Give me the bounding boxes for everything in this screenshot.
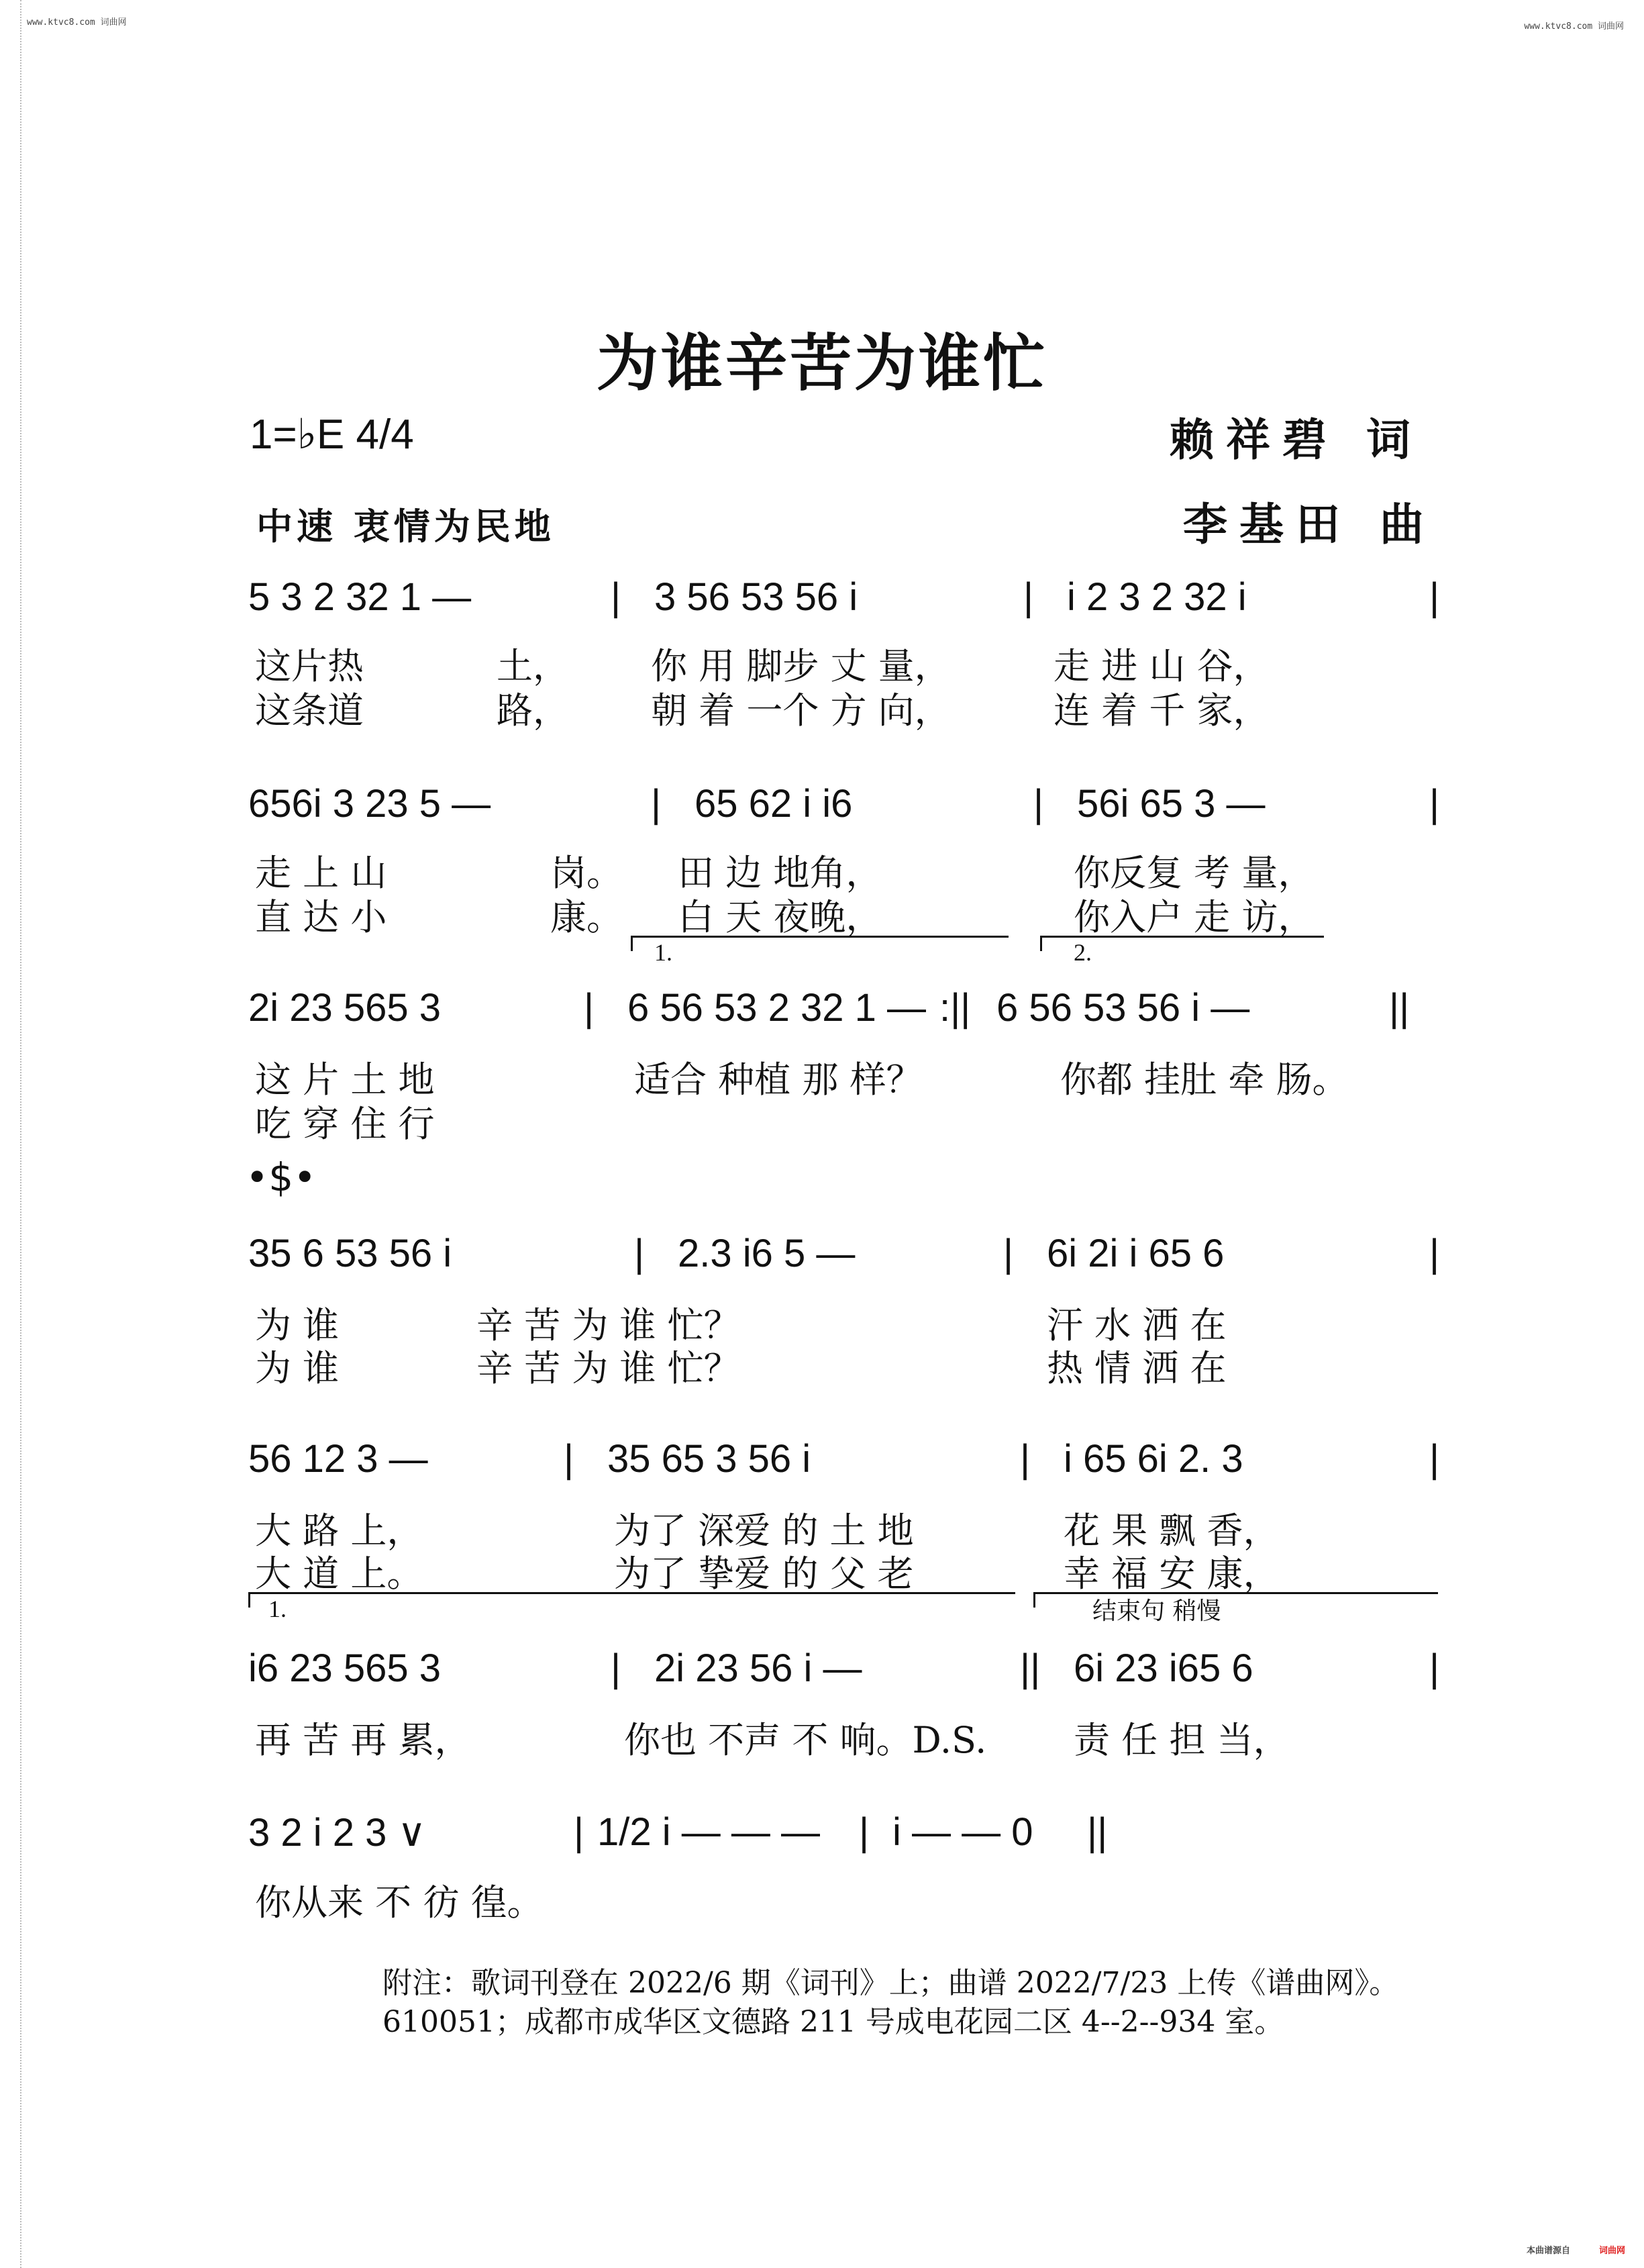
lyric-segment: 吃 穿 住 行 [255, 1103, 435, 1145]
measure: i6 23 565 3 [248, 1646, 442, 1690]
measure: i — — 0 [892, 1810, 1033, 1854]
lyric-segment: 幸 福 安 康， [1064, 1552, 1280, 1595]
watermark-top-right: www.ktvc8.com 词曲网 [1524, 21, 1624, 32]
lyric-segment: 这条道 [255, 689, 364, 732]
lyric-segment: 土， [497, 645, 569, 687]
double-barline: || [1020, 1646, 1041, 1690]
measure: 6i 2i i 65 6 [1047, 1232, 1225, 1275]
measure: 5 3 2 32 1 — [248, 575, 472, 619]
watermark-top-left: www.ktvc8.com 词曲网 [27, 17, 127, 28]
lyric-segment: 辛 苦 为 谁 忙？ [476, 1304, 740, 1346]
measure: 2i 23 56 i — [654, 1646, 862, 1690]
lyric-segment: 朝 着 一个 方 向， [651, 689, 951, 732]
lyric-row-verse-1 [248, 844, 1443, 894]
lyric-row-verse-2 [248, 1340, 1443, 1387]
lyric-segment: 再 苦 再 累， [255, 1719, 471, 1761]
lyric-segment: 这 片 土 地 [255, 1058, 435, 1101]
lyric-row-verse-2 [248, 1095, 1443, 1145]
lyric-row-verse-2 [248, 1545, 1443, 1595]
barline: | [1429, 575, 1440, 619]
lyric-segment: 大 道 上。 [255, 1552, 423, 1595]
composer-credit: 李基田 曲 [1183, 499, 1436, 550]
lyric-segment: 责 任 担 当， [1074, 1719, 1290, 1761]
lyric-row-verse-2 [248, 682, 1443, 732]
lyric-segment: 辛 苦 为 谁 忙？ [476, 1347, 740, 1389]
lyric-row-verse-1 [248, 1712, 1443, 1759]
barline: | [1023, 575, 1034, 619]
barline: | [1429, 782, 1440, 826]
measure: 3 56 53 56 i [654, 575, 858, 619]
lyric-row-verse-1 [248, 1874, 1443, 1924]
measure: 3 2 i 2 3 ∨ [248, 1811, 426, 1855]
song-title: 为谁辛苦为谁忙 [596, 328, 1047, 399]
first-ending-bracket [631, 936, 1009, 951]
barline: | [1429, 1232, 1440, 1275]
barline: | [1033, 782, 1044, 826]
barline: | [1003, 1232, 1014, 1275]
notation-row [248, 781, 1443, 842]
lyric-segment: 路， [497, 689, 569, 732]
lyric-segment: 直 达 小 [255, 896, 387, 938]
lyric-segment: 热 情 洒 在 [1047, 1347, 1227, 1389]
second-ending-label: 2. [1074, 939, 1092, 966]
site-logo: 词曲网 [1598, 2246, 1625, 2256]
repeat-end-barline: :|| [939, 986, 971, 1030]
lyric-segment: 岗。 [550, 852, 623, 894]
notation-row [248, 575, 1443, 635]
tempo-marking: 中速 衷情为民地 [256, 505, 555, 548]
lyric-segment: 为 谁 [255, 1304, 340, 1346]
lyric-row-verse-2 [248, 889, 1443, 936]
lyric-segment: 为 谁 [255, 1347, 340, 1389]
barline: | [611, 1646, 621, 1690]
key-and-time-signature: 1=♭E 4/4 [250, 411, 414, 458]
measure: i 65 6i 2. 3 [1064, 1437, 1243, 1481]
source-label: 本曲谱源自 [1526, 2246, 1570, 2256]
lyric-segment: 你也 不声 不 响。D.S. [624, 1719, 987, 1761]
barline: | [564, 1437, 574, 1481]
final-barline: || [1087, 1810, 1108, 1854]
notation-row [248, 1646, 1443, 1706]
measure: 2i 23 565 3 [248, 986, 442, 1030]
lyric-segment: 白 天 夜晚， [678, 896, 882, 938]
notation-row [248, 985, 1443, 1046]
measure: 6 56 53 56 i — [996, 986, 1250, 1030]
first-ending-label: 1. [654, 939, 672, 966]
lyric-segment: 汗 水 洒 在 [1047, 1304, 1227, 1346]
lyric-segment: 你都 挂肚 牵 肠。 [1060, 1058, 1349, 1101]
barline: | [1429, 1437, 1440, 1481]
first-ending-label: 1. [268, 1595, 287, 1622]
measure: 56 12 3 — [248, 1437, 428, 1481]
lyric-segment: 走 进 山 谷， [1054, 645, 1270, 687]
segno-sign: •$• [246, 1154, 317, 1200]
lyric-segment: 连 着 千 家， [1054, 689, 1270, 732]
lyric-segment: 你从来 不 彷 徨。 [255, 1881, 544, 1924]
lyric-segment: 田 边 地角， [678, 852, 882, 894]
footnote-publication: 附注：歌词刊登在 2022/6 期《词刊》上；曲谱 2022/7/23 上传《谱曲网》。 [382, 1966, 1399, 2000]
measure: 6 56 53 2 32 1 — [627, 986, 926, 1030]
lyric-segment: 康。 [550, 896, 623, 938]
barline: | [651, 782, 662, 826]
lyric-segment: 你 用 脚步 丈 量， [651, 645, 951, 687]
lyric-segment: 为了 挚爱 的 父 老 [614, 1552, 914, 1595]
barline: | [1429, 1646, 1440, 1690]
measure: i 2 3 2 32 i [1067, 575, 1247, 619]
lyric-row-verse-1 [248, 1297, 1443, 1344]
barline: | [1020, 1437, 1031, 1481]
lyric-segment: 适合 种植 那 样？ [634, 1058, 923, 1101]
measure: 2.3 i6 5 — [678, 1232, 856, 1275]
measure: 35 65 3 56 i [607, 1437, 811, 1481]
lyric-segment: 你反复 考 量， [1074, 852, 1315, 894]
barline: | [634, 1232, 645, 1275]
notation-row [248, 1436, 1443, 1497]
measure: 656i 3 23 5 — [248, 782, 491, 826]
double-barline: || [1389, 986, 1410, 1030]
barline: | [611, 575, 621, 619]
lyric-segment: 大 路 上， [255, 1510, 423, 1552]
lyric-segment: 走 上 山 [255, 852, 387, 894]
barline: | [574, 1810, 584, 1854]
lyric-row-verse-1 [248, 1502, 1443, 1552]
measure: 56i 65 3 — [1077, 782, 1266, 826]
barline: | [859, 1810, 870, 1854]
lyricist-credit: 赖祥碧 词 [1170, 414, 1423, 466]
measure: 1/2 i — — — [597, 1810, 820, 1854]
notation-row [248, 1231, 1443, 1291]
lyric-segment: 你入户 走 访， [1074, 896, 1315, 938]
ending-instruction: 结束句 稍慢 [1092, 1597, 1221, 1625]
barline: | [584, 986, 595, 1030]
lyric-segment: 为了 深爱 的 土 地 [614, 1510, 914, 1552]
lyric-row-verse-1 [248, 1051, 1443, 1101]
measure: 6i 23 i65 6 [1074, 1646, 1253, 1690]
footnote-address: 610051；成都市成华区文德路 211 号成电花园二区 4--2--934 室。 [382, 2005, 1284, 2039]
measure: 65 62 i i6 [695, 782, 853, 826]
lyric-segment: 花 果 飘 香， [1064, 1510, 1280, 1552]
lyric-segment: 这片热 [255, 645, 364, 687]
first-ending-bracket [248, 1592, 1015, 1608]
lyric-row-verse-1 [248, 638, 1443, 685]
measure: 35 6 53 56 i [248, 1232, 452, 1275]
notation-row [248, 1810, 1443, 1870]
